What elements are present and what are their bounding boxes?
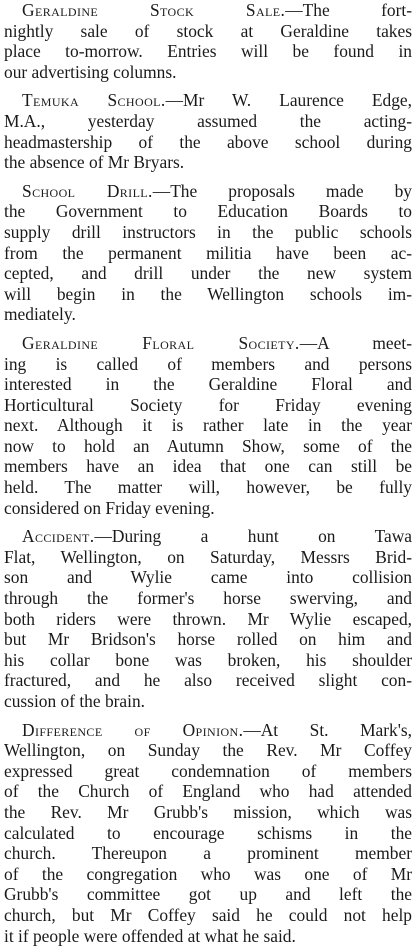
article-line: interested in the Geraldine Floral and bbox=[4, 374, 412, 395]
article-line: held. The matter will, however, be fully bbox=[4, 477, 412, 498]
article-heading: School Drill. bbox=[22, 180, 153, 201]
article-line: cussion of the brain. bbox=[4, 691, 146, 711]
article-heading: Temuka School. bbox=[22, 90, 166, 111]
article-text: —A meet- bbox=[299, 332, 412, 353]
article-text: —At St. Mark's, bbox=[243, 719, 412, 740]
article-line: church, but Mr Coffey said he could not help bbox=[4, 904, 412, 925]
article-line: cepted, and drill under the new system bbox=[4, 263, 412, 284]
article-first-line bbox=[4, 181, 412, 202]
article-line: of the congregation who was one of Mr bbox=[4, 863, 412, 884]
article-line: expressed great condemnation of members bbox=[4, 760, 412, 781]
article-line: M.A., yesterday assumed the acting- bbox=[4, 110, 412, 131]
article-line: church. Thereupon a prominent member bbox=[4, 843, 412, 864]
article-line: both riders were thrown. Mr Wylie escaped, bbox=[4, 608, 412, 629]
article-school-drill bbox=[4, 181, 412, 325]
article-first-line bbox=[4, 0, 412, 21]
article-first-line bbox=[4, 90, 412, 111]
article-text: —The proposals made by bbox=[152, 180, 412, 201]
article-line: Grubb's committee got up and left the bbox=[4, 884, 412, 905]
article-line: nightly sale of stock at Geraldine takes bbox=[4, 20, 412, 41]
article-first-line bbox=[4, 526, 412, 547]
article-line: son and Wylie came into collision bbox=[4, 567, 412, 588]
article-line: his collar bone was broken, his shoulder bbox=[4, 649, 412, 670]
article-line: supply drill instructors in the public schools bbox=[4, 221, 412, 242]
article-line: through the former's horse swerving, and bbox=[4, 588, 412, 609]
article-line: Horticultural Society for Friday evening bbox=[4, 394, 412, 415]
article-geraldine-floral-society bbox=[4, 333, 412, 518]
article-line: calculated to encourage schisms in the bbox=[4, 822, 412, 843]
article-line: members have an idea that one can still be bbox=[4, 456, 412, 477]
article-line: place to-morrow. Entries will be found in bbox=[4, 41, 412, 62]
article-difference-of-opinion bbox=[4, 720, 412, 946]
article-geraldine-stock-sale bbox=[4, 0, 412, 82]
article-line: ing is called of members and persons bbox=[4, 353, 412, 374]
article-line: our advertising columns. bbox=[4, 61, 177, 82]
article-line: considered on Friday evening. bbox=[4, 497, 215, 518]
article-first-line bbox=[4, 333, 412, 354]
article-line: Flat, Wellington, on Saturday, Messrs Brid- bbox=[4, 546, 412, 567]
article-line: headmastership of the above school during bbox=[4, 131, 412, 152]
article-line: next. Although it is rather late in the year bbox=[4, 415, 412, 436]
article-line: it if people were offended at what he said. bbox=[4, 925, 296, 946]
article-heading: Difference of Opinion. bbox=[22, 719, 244, 740]
article-line: of the Church of England who had attended bbox=[4, 781, 412, 802]
article-line: fractured, and he also received slight con- bbox=[4, 670, 412, 691]
article-line: from the permanent militia have been ac- bbox=[4, 242, 412, 263]
article-line: will begin in the Wellington schools im- bbox=[4, 283, 412, 304]
article-text: —The fort- bbox=[285, 0, 412, 20]
article-line: Wellington, on Sunday the Rev. Mr Coffey bbox=[4, 740, 412, 761]
article-heading: Geraldine Floral Society. bbox=[22, 332, 300, 353]
article-accident bbox=[4, 526, 412, 711]
article-line: the Government to Education Boards to bbox=[4, 201, 412, 222]
article-first-line bbox=[4, 720, 412, 741]
article-line: now to hold an Autumn Show, some of the bbox=[4, 435, 412, 456]
article-temuka-school bbox=[4, 90, 412, 172]
article-text: —Mr W. Laurence Edge, bbox=[165, 90, 412, 111]
article-heading: Accident. bbox=[22, 526, 95, 547]
article-heading: Geraldine Stock Sale. bbox=[22, 0, 286, 20]
article-line: but Mr Bridson's horse rolled on him and bbox=[4, 629, 412, 650]
article-text: —During a hunt on Tawa bbox=[94, 526, 412, 547]
article-line: the Rev. Mr Grubb's mission, which was bbox=[4, 801, 412, 822]
article-line: mediately. bbox=[4, 304, 76, 325]
article-line: the absence of Mr Bryars. bbox=[4, 152, 185, 173]
